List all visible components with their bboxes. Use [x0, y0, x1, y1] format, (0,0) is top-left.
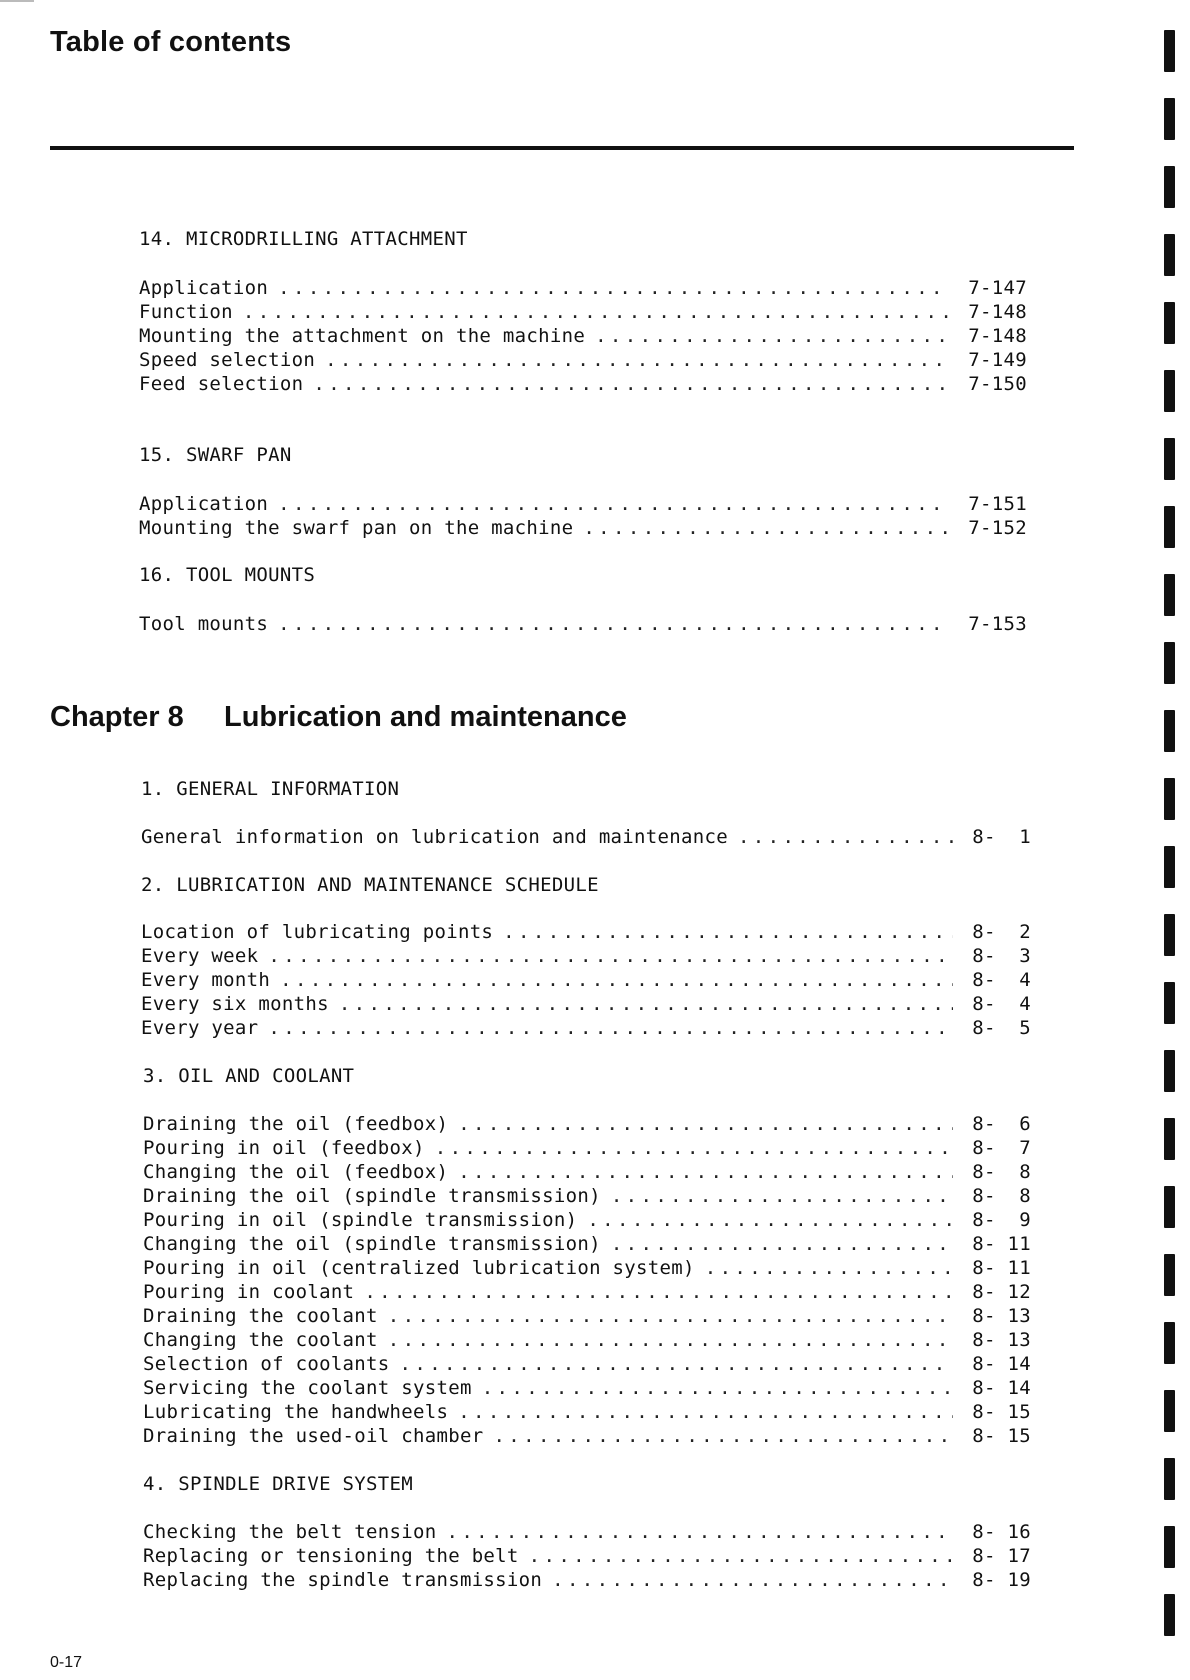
margin-bar: [1164, 1050, 1175, 1092]
toc-entry[interactable]: [143, 1160, 1031, 1184]
section-entries-maintenance-schedule: [141, 920, 1031, 1040]
toc-entry-label: Draining the oil (spindle transmission): [143, 1185, 601, 1207]
margin-bar: [1164, 302, 1175, 344]
toc-entry[interactable]: [139, 612, 1027, 636]
margin-bar: [1164, 1390, 1175, 1432]
section-entries-microdrilling: [139, 276, 1027, 396]
toc-entry-page: 8- 6: [972, 1113, 1031, 1135]
section-entries-oil-and-coolant: [143, 1112, 1031, 1448]
toc-entry[interactable]: [143, 1544, 1031, 1568]
toc-entry[interactable]: [139, 300, 1027, 324]
chapter-title: Lubrication and maintenance: [224, 701, 627, 733]
toc-entry[interactable]: [141, 944, 1031, 968]
dot-leader: [583, 516, 949, 540]
section-heading-maintenance-schedule: 2. LUBRICATION AND MAINTENANCE SCHEDULE: [141, 874, 599, 896]
toc-entry[interactable]: [139, 516, 1027, 540]
toc-entry[interactable]: [141, 992, 1031, 1016]
toc-entry-page: 8- 11: [972, 1257, 1031, 1279]
toc-entry[interactable]: [143, 1568, 1031, 1592]
dot-leader: [278, 492, 949, 516]
dot-leader: [529, 1544, 953, 1568]
dot-leader: [364, 1280, 953, 1304]
toc-entry-page: 8- 7: [972, 1137, 1031, 1159]
section-entries-general-information: [141, 825, 1031, 849]
toc-entry-page: 8- 1: [972, 826, 1031, 848]
toc-entry-page: 7-151: [968, 493, 1027, 515]
toc-entry-label: Function: [139, 301, 233, 323]
toc-entry-page: 8- 13: [972, 1329, 1031, 1351]
dot-leader: [587, 1208, 953, 1232]
margin-bar: [1164, 1458, 1175, 1500]
dot-leader: [313, 372, 949, 396]
toc-entry-label: Pouring in oil (spindle transmission): [143, 1209, 578, 1231]
toc-entry-page: 7-148: [968, 301, 1027, 323]
toc-entry-page: 8- 15: [972, 1425, 1031, 1447]
toc-entry-label: Pouring in oil (feedbox): [143, 1137, 425, 1159]
toc-entry-label: Replacing or tensioning the belt: [143, 1545, 519, 1567]
margin-bar: [1164, 846, 1175, 888]
toc-entry-label: Every year: [141, 1017, 259, 1039]
dot-leader: [268, 1016, 953, 1040]
toc-entry-label: Location of lubricating points: [141, 921, 494, 943]
toc-entry-label: Servicing the coolant system: [143, 1377, 472, 1399]
toc-entry[interactable]: [143, 1328, 1031, 1352]
toc-entry-page: 8- 16: [972, 1521, 1031, 1543]
toc-entry-label: Every six months: [141, 993, 329, 1015]
section-entries-spindle-drive: [143, 1520, 1031, 1592]
section-heading-swarf-pan: 15. SWARF PAN: [139, 444, 292, 466]
margin-index-bars: [1164, 0, 1176, 1680]
toc-entry-page: 8- 4: [972, 969, 1031, 991]
title-rule: [50, 146, 1074, 150]
margin-bar: [1164, 98, 1175, 140]
toc-entry-page: 8- 4: [972, 993, 1031, 1015]
margin-bar: [1164, 1526, 1175, 1568]
dot-leader: [388, 1328, 953, 1352]
section-entries-tool-mounts: [139, 612, 1027, 636]
toc-entry-label: Mounting the swarf pan on the machine: [139, 517, 574, 539]
toc-entry-label: Draining the oil (feedbox): [143, 1113, 449, 1135]
toc-entry-page: 8- 9: [972, 1209, 1031, 1231]
dot-leader: [400, 1352, 953, 1376]
margin-bar: [1164, 982, 1175, 1024]
toc-entry-label: Draining the coolant: [143, 1305, 378, 1327]
toc-entry-label: Speed selection: [139, 349, 316, 371]
toc-entry[interactable]: [143, 1256, 1031, 1280]
margin-bar: [1164, 1254, 1175, 1296]
toc-entry[interactable]: [143, 1520, 1031, 1544]
dot-leader: [705, 1256, 953, 1280]
toc-entry-label: Tool mounts: [139, 613, 269, 635]
toc-entry[interactable]: [143, 1184, 1031, 1208]
toc-entry[interactable]: [139, 324, 1027, 348]
margin-bar: [1164, 914, 1175, 956]
dot-leader: [458, 1112, 953, 1136]
dot-leader: [435, 1136, 953, 1160]
dot-leader: [552, 1568, 953, 1592]
toc-entry-label: Changing the oil (spindle transmission): [143, 1233, 601, 1255]
toc-entry-page: 8- 12: [972, 1281, 1031, 1303]
toc-entry-page: 8- 5: [972, 1017, 1031, 1039]
toc-entry[interactable]: [139, 276, 1027, 300]
toc-entry[interactable]: [141, 968, 1031, 992]
dot-leader: [388, 1304, 953, 1328]
dot-leader: [482, 1376, 953, 1400]
toc-entry-page: 8- 3: [972, 945, 1031, 967]
margin-bar: [1164, 234, 1175, 276]
margin-bar: [1164, 438, 1175, 480]
toc-entry-page: 8- 14: [972, 1353, 1031, 1375]
dot-leader: [611, 1232, 953, 1256]
margin-bar: [1164, 1594, 1175, 1636]
toc-entry-label: Changing the oil (feedbox): [143, 1161, 449, 1183]
toc-entry[interactable]: [139, 348, 1027, 372]
toc-entry-label: Application: [139, 493, 269, 515]
dot-leader: [493, 1424, 953, 1448]
section-heading-spindle-drive: 4. SPINDLE DRIVE SYSTEM: [143, 1473, 413, 1495]
margin-bar: [1164, 710, 1175, 752]
scan-edge-mark: [0, 0, 34, 2]
dot-leader: [611, 1184, 953, 1208]
margin-bar: [1164, 778, 1175, 820]
toc-entry-label: Pouring in oil (centralized lubrication system): [143, 1257, 695, 1279]
toc-entry[interactable]: [143, 1112, 1031, 1136]
toc-entry-label: Mounting the attachment on the machine: [139, 325, 586, 347]
toc-entry-label: Every week: [141, 945, 259, 967]
section-heading-general-information: 1. GENERAL INFORMATION: [141, 778, 400, 800]
toc-entry-page: 7-150: [968, 373, 1027, 395]
toc-entry-page: 8- 13: [972, 1305, 1031, 1327]
toc-entry-page: 7-153: [968, 613, 1027, 635]
toc-entry-page: 8- 11: [972, 1233, 1031, 1255]
toc-entry-label: Selection of coolants: [143, 1353, 390, 1375]
toc-entry-label: Changing the coolant: [143, 1329, 378, 1351]
toc-entry-label: Application: [139, 277, 269, 299]
toc-entry[interactable]: [143, 1208, 1031, 1232]
toc-entry-page: 8- 8: [972, 1161, 1031, 1183]
toc-entry-label: Checking the belt tension: [143, 1521, 437, 1543]
dot-leader: [280, 968, 953, 992]
dot-leader: [503, 920, 953, 944]
toc-entry[interactable]: [143, 1232, 1031, 1256]
page-title: Table of contents: [50, 26, 292, 58]
toc-entry[interactable]: [143, 1352, 1031, 1376]
toc-entry-page: 7-147: [968, 277, 1027, 299]
toc-entry-page: 8- 2: [972, 921, 1031, 943]
dot-leader: [325, 348, 949, 372]
margin-bar: [1164, 574, 1175, 616]
toc-entry[interactable]: [141, 825, 1031, 849]
dot-leader: [339, 992, 953, 1016]
toc-entry-page: 7-148: [968, 325, 1027, 347]
toc-entry[interactable]: [143, 1136, 1031, 1160]
chapter-heading: [50, 701, 627, 734]
toc-entry-page: 8- 14: [972, 1377, 1031, 1399]
margin-bar: [1164, 1322, 1175, 1364]
dot-leader: [595, 324, 949, 348]
margin-bar: [1164, 1186, 1175, 1228]
section-heading-tool-mounts: 16. TOOL MOUNTS: [139, 564, 316, 586]
margin-bar: [1164, 506, 1175, 548]
toc-entry-label: Draining the used-oil chamber: [143, 1425, 484, 1447]
toc-entry-label: Pouring in coolant: [143, 1281, 355, 1303]
dot-leader: [458, 1400, 953, 1424]
dot-leader: [268, 944, 953, 968]
dot-leader: [458, 1160, 953, 1184]
dot-leader: [738, 825, 953, 849]
margin-bar: [1164, 370, 1175, 412]
toc-entry[interactable]: [143, 1424, 1031, 1448]
toc-entry[interactable]: [141, 1016, 1031, 1040]
page-number: 0-17: [50, 1654, 83, 1671]
toc-entry-label: Every month: [141, 969, 271, 991]
toc-entry[interactable]: [139, 492, 1027, 516]
toc-entry[interactable]: [143, 1280, 1031, 1304]
toc-entry-page: 8- 17: [972, 1545, 1031, 1567]
toc-entry-page: 7-149: [968, 349, 1027, 371]
toc-entry-label: Replacing the spindle transmission: [143, 1569, 543, 1591]
toc-entry[interactable]: [139, 372, 1027, 396]
toc-entry-label: Feed selection: [139, 373, 304, 395]
section-entries-swarf-pan: [139, 492, 1027, 540]
toc-entry-label: General information on lubrication and maintenance: [141, 826, 728, 848]
dot-leader: [243, 300, 949, 324]
dot-leader: [278, 612, 949, 636]
margin-bar: [1164, 1118, 1175, 1160]
toc-entry[interactable]: [143, 1376, 1031, 1400]
toc-entry-page: 8- 15: [972, 1401, 1031, 1423]
dot-leader: [278, 276, 949, 300]
toc-entry[interactable]: [141, 920, 1031, 944]
section-heading-oil-and-coolant: 3. OIL AND COOLANT: [143, 1065, 355, 1087]
toc-entry-page: 7-152: [968, 517, 1027, 539]
section-heading-microdrilling: 14. MICRODRILLING ATTACHMENT: [139, 228, 468, 250]
margin-bar: [1164, 642, 1175, 684]
toc-entry-page: 8- 8: [972, 1185, 1031, 1207]
toc-entry[interactable]: [143, 1400, 1031, 1424]
chapter-number: Chapter 8: [50, 701, 184, 733]
dot-leader: [446, 1520, 953, 1544]
toc-entry-label: Lubricating the handwheels: [143, 1401, 449, 1423]
margin-bar: [1164, 166, 1175, 208]
toc-entry-page: 8- 19: [972, 1569, 1031, 1591]
margin-bar: [1164, 30, 1175, 72]
toc-entry[interactable]: [143, 1304, 1031, 1328]
